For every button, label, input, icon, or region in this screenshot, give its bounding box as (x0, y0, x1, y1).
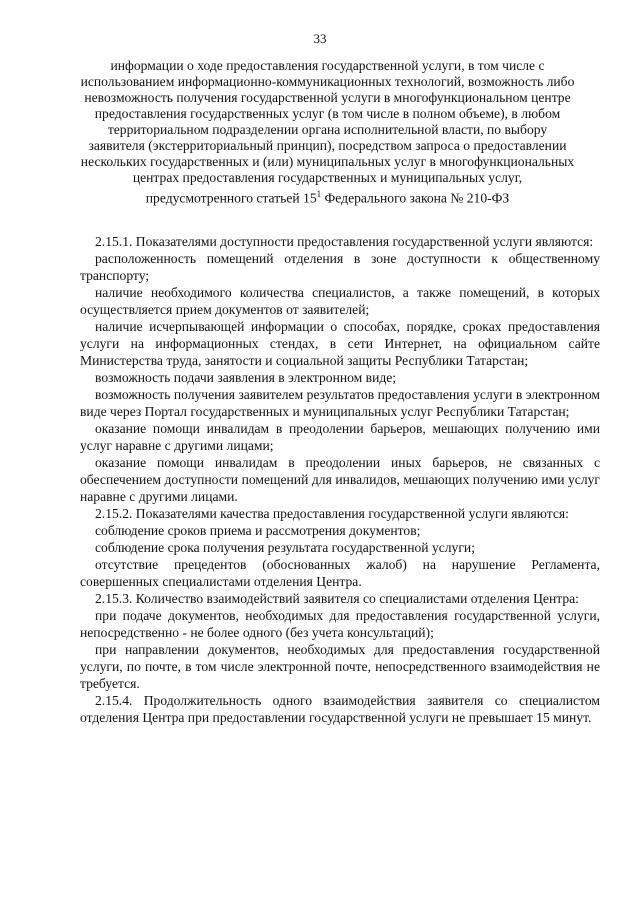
intro-text-end: Федерального закона № 210-ФЗ (321, 190, 510, 206)
section-2-15-4-paragraph: 2.15.4. Продолжительность одного взаимодействия заявителя со специалистом отделения Центра при предоставлении государственной услуги не превышает 15 минут. (80, 693, 600, 725)
section-2-15-3-heading: 2.15.3. Количество взаимодействий заявителя со специалистами отделения Центра: (95, 591, 579, 606)
intro-paragraph (80, 58, 575, 207)
document-body (80, 233, 600, 726)
list-item: оказание помощи инвалидам в преодолении иных барьеров, не связанных с обеспечением доступности помещений для инвалидов, мешающих получению ими услуг наравне с другими лицами. (80, 455, 600, 504)
list-item: расположенность помещений отделения в зоне доступности к общественному транспорту; (80, 251, 600, 283)
list-item: наличие необходимого количества специалистов, а также помещений, в которых осуществляется прием документов от заявителей; (80, 285, 600, 317)
section-2-15-1-heading: 2.15.1. Показателями доступности предоставления государственной услуги являются: (95, 234, 594, 249)
list-item: соблюдение срока получения результата государственной услуги; (95, 540, 475, 555)
list-item: отсутствие прецедентов (обоснованных жалоб) на нарушение Регламента, совершенных специалистами отделения Центра. (80, 557, 600, 589)
page-number: 33 (313, 31, 327, 46)
list-item: при подаче документов, необходимых для предоставления государственной услуги, непосредственно - не более одного (без учета консультаций); (80, 608, 600, 640)
footnote-superscript: 1 (316, 189, 322, 199)
list-item: возможность получения заявителем результатов предоставления услуги в электронном виде через Портал государственных и муниципальных услуг Республики Татарстан; (80, 387, 600, 419)
section-2-15-2-heading: 2.15.2. Показателями качества предоставления государственной услуги являются: (95, 506, 569, 521)
list-item: при направлении документов, необходимых для предоставления государственной услуги, по почте, в том числе электронной почте, непосредственного взаимодействия не требуется. (80, 642, 600, 691)
list-item: оказание помощи инвалидам в преодолении барьеров, мешающих получению ими услуг наравне с другими лицами; (80, 421, 600, 453)
list-item: наличие исчерпывающей информации о способах, порядке, сроках предоставления услуги на информационных стендах, в сети Интернет, на официальном сайте Министерства труда, занятости и социальной защиты Республики Татарстан; (80, 319, 600, 368)
list-item: возможность подачи заявления в электронном виде; (95, 370, 397, 385)
intro-text: информации о ходе предоставления государственной услуги, в том числе с использованием информационно-коммуникационных технологий, возможность либо невозможность получения государственной услуги в многофункциональном центре предоставления государственных услуг (в том числе в полном объеме), в любом территориальном подразделении органа исполнительной власти, по выбору заявителя (экстерриториальный принцип), посредством запроса о предоставлении нескольких государственных и (или) муниципальных услуг в многофункциональных центрах предоставления государственных и муниципальных услуг, предусмотренного статьей 15 (80, 58, 575, 206)
list-item: соблюдение сроков приема и рассмотрения документов; (95, 523, 421, 538)
